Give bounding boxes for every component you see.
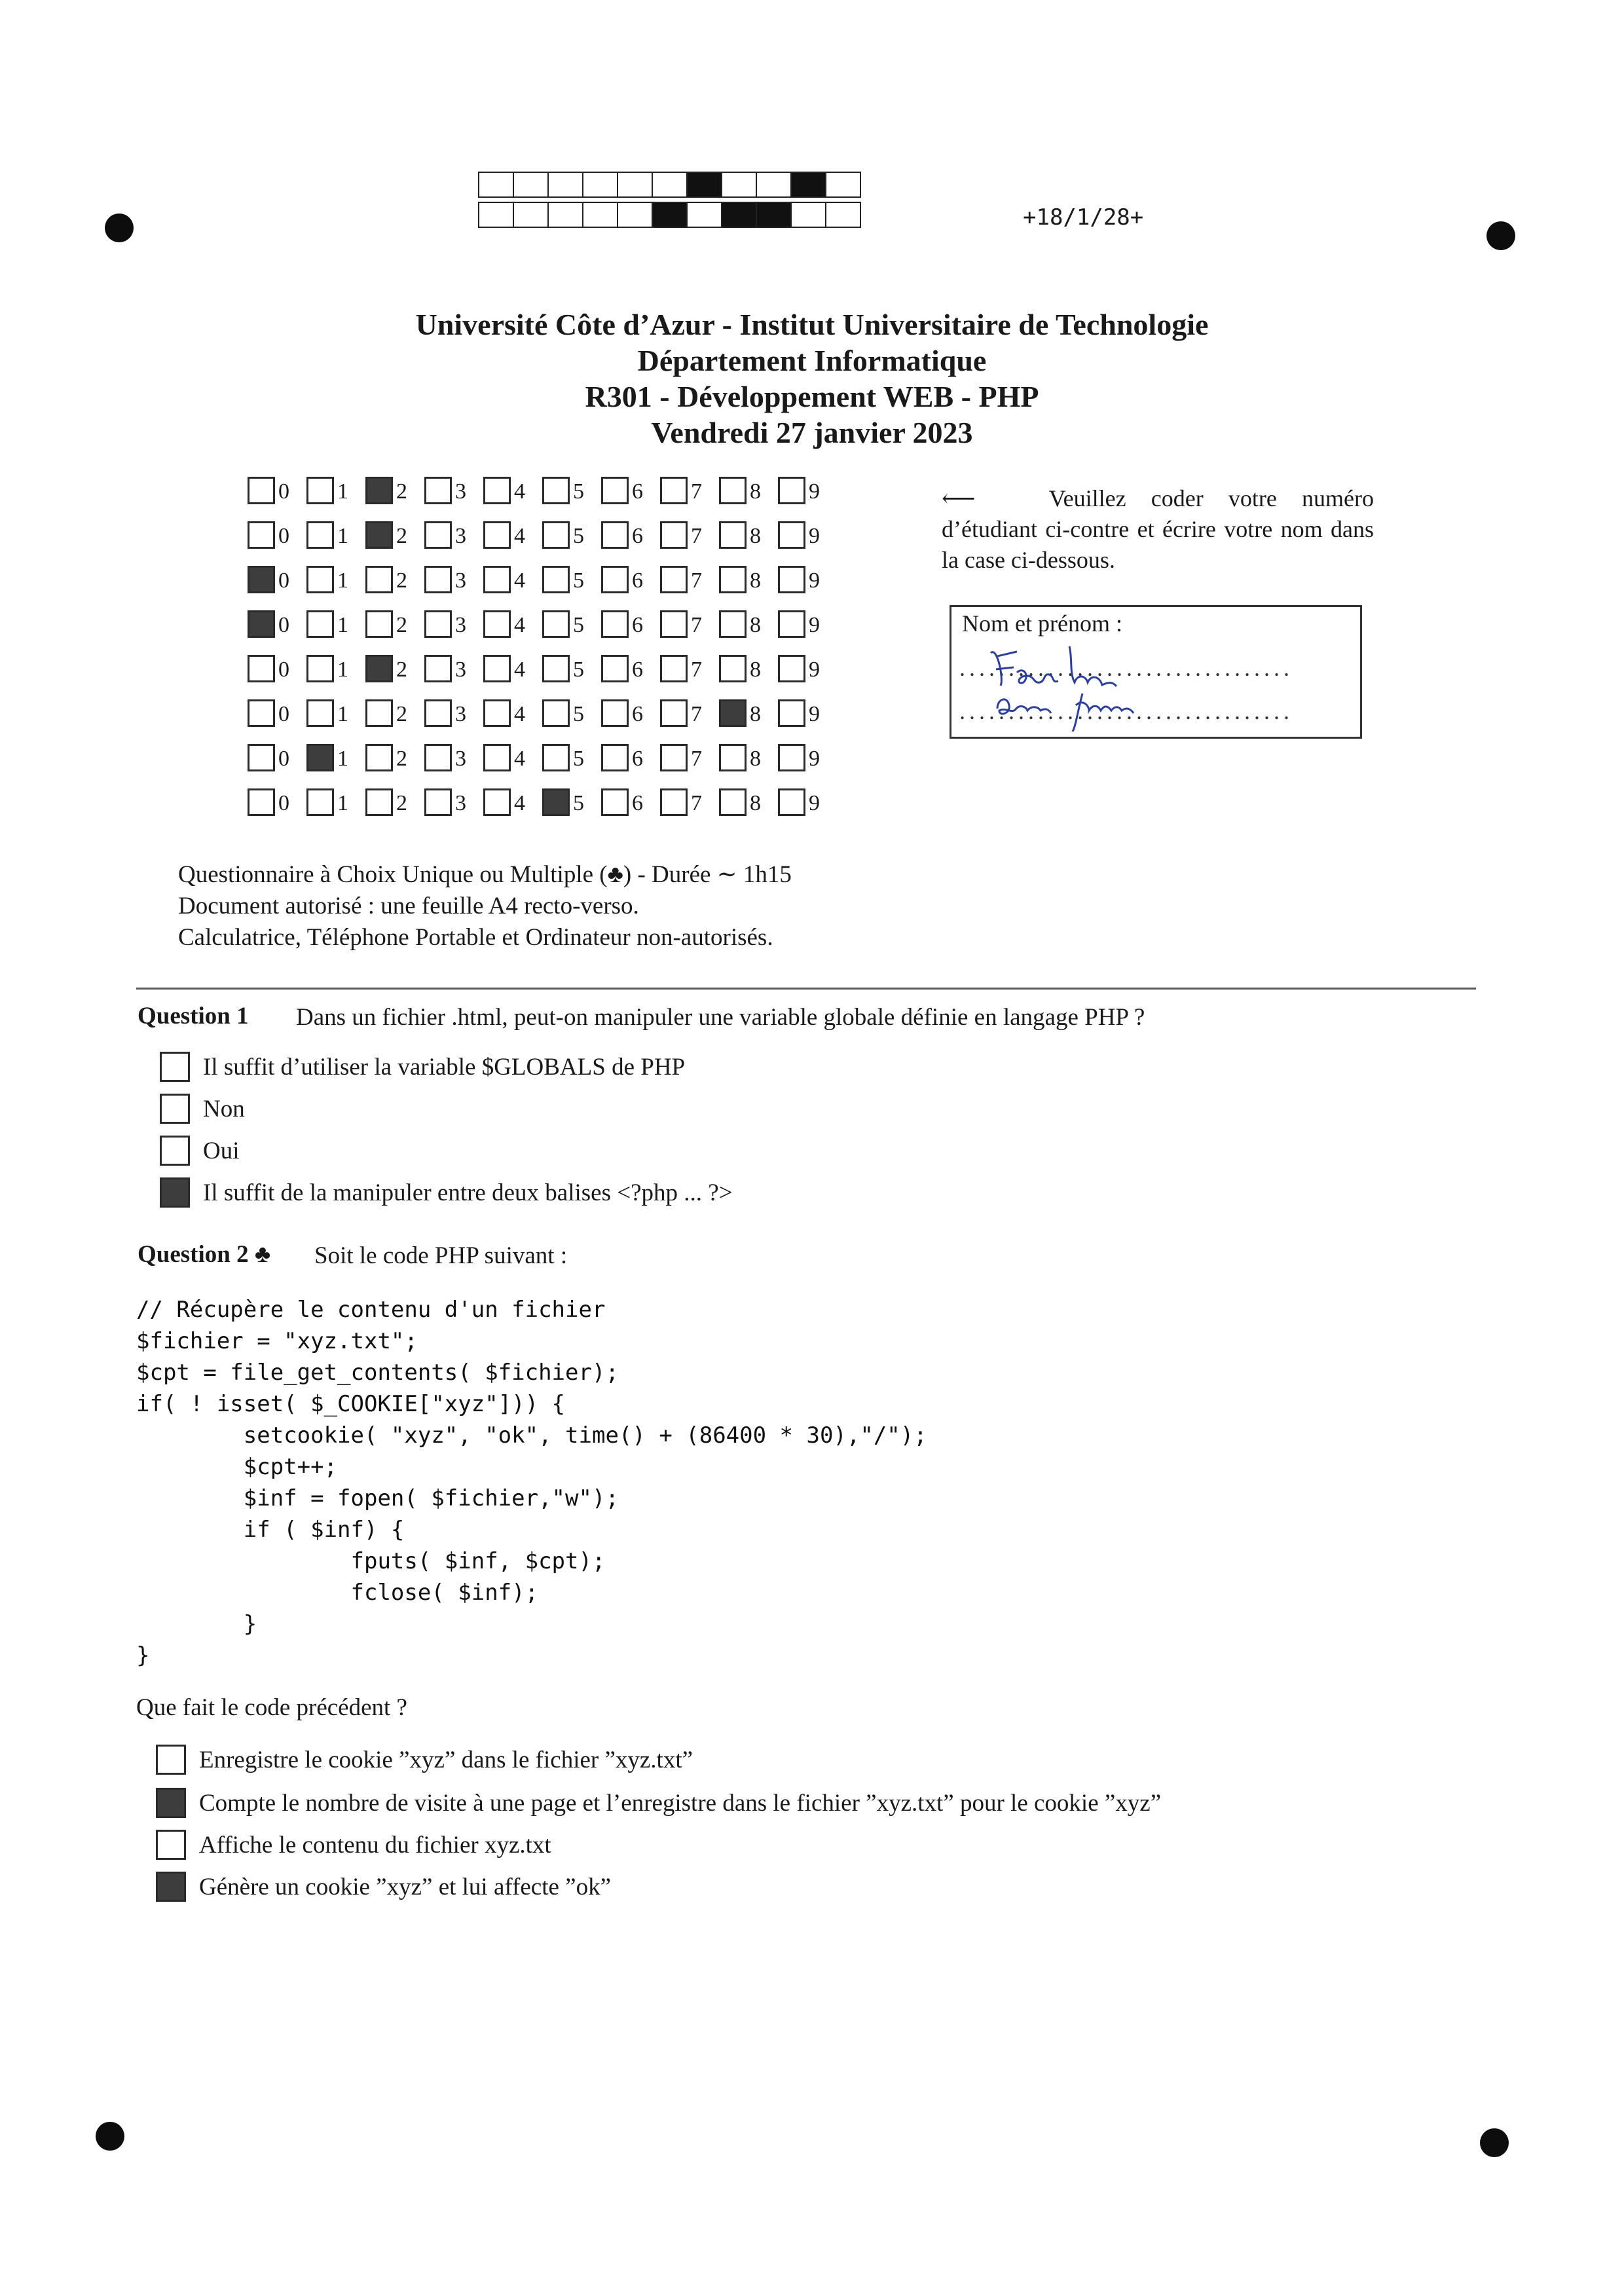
barcode-cell: [582, 172, 618, 198]
digit-label: 3: [455, 568, 466, 593]
description-line: Document autorisé : une feuille A4 recto-verso.: [178, 893, 639, 919]
registration-mark-top-right: [1486, 221, 1515, 250]
digit-label: 3: [455, 479, 466, 504]
digit-label: 7: [691, 657, 702, 682]
digit-label: 6: [632, 479, 643, 504]
digit-label: 1: [337, 613, 348, 637]
digit-checkbox[interactable]: [660, 521, 688, 549]
digit-label: 8: [750, 613, 761, 637]
digit-label: 2: [396, 613, 407, 637]
digit-checkbox[interactable]: [660, 610, 688, 638]
digit-label: 4: [514, 613, 525, 637]
digit-checkbox[interactable]: [601, 566, 629, 593]
digit-checkbox[interactable]: [483, 610, 511, 638]
digit-label: 0: [278, 568, 289, 593]
title-line: R301 - Développement WEB - PHP: [585, 380, 1039, 413]
digit-label: 6: [632, 702, 643, 726]
digit-checkbox[interactable]: [601, 788, 629, 816]
digit-label: 6: [632, 657, 643, 682]
digit-label: 3: [455, 657, 466, 682]
digit-checkbox[interactable]: [601, 744, 629, 771]
digit-label: 2: [396, 568, 407, 593]
digit-label: 8: [750, 479, 761, 504]
digit-label: 8: [750, 747, 761, 771]
barcode-cell: [617, 202, 653, 228]
digit-checkbox[interactable]: [778, 566, 805, 593]
digit-label: 4: [514, 568, 525, 593]
digit-checkbox[interactable]: [601, 655, 629, 682]
description-line: Questionnaire à Choix Unique ou Multiple (♣) - Durée ∼ 1h15: [178, 861, 792, 888]
digit-checkbox[interactable]: [660, 788, 688, 816]
name-line: ..................................: [959, 655, 1293, 681]
digit-checkbox[interactable]: [719, 521, 747, 549]
digit-label: 5: [573, 568, 584, 593]
digit-label: 2: [396, 791, 407, 815]
digit-checkbox[interactable]: [660, 566, 688, 593]
digit-label: 0: [278, 791, 289, 815]
barcode-cell: [547, 172, 583, 198]
option-checkbox[interactable]: [160, 1136, 190, 1166]
digit-checkbox[interactable]: [248, 566, 275, 593]
digit-label: 5: [573, 747, 584, 771]
digit-label: 1: [337, 747, 348, 771]
barcode-cell: [652, 202, 688, 228]
digit-label: 2: [396, 524, 407, 548]
page-code: +18/1/28+: [1023, 204, 1144, 231]
digit-label: 5: [573, 524, 584, 548]
option-checkbox[interactable]: [160, 1052, 190, 1082]
digit-label: 4: [514, 747, 525, 771]
digit-checkbox[interactable]: [483, 744, 511, 771]
title-line: Université Côte d’Azur - Institut Universitaire de Technologie: [415, 308, 1209, 341]
php-code-block: // Récupère le contenu d'un fichier $fichier = "xyz.txt"; $cpt = file_get_contents( $fichier); if( ! isset( $_COOKIE["xyz"])) { setcookie( "xyz", "ok", time() + (86400 * 30),"/"); $cpt++; $inf = fopen( $fichier,"w"); if ( $inf) { fputs( $inf, $cpt); fclose( $inf); } }: [136, 1297, 927, 1669]
digit-checkbox[interactable]: [365, 655, 393, 682]
option-checkbox[interactable]: [160, 1177, 190, 1208]
digit-label: 9: [809, 568, 820, 593]
digit-label: 3: [455, 791, 466, 815]
digit-label: 2: [396, 657, 407, 682]
option-checkbox[interactable]: [156, 1872, 186, 1902]
digit-checkbox[interactable]: [306, 477, 334, 504]
digit-checkbox[interactable]: [542, 655, 570, 682]
digit-checkbox[interactable]: [542, 566, 570, 593]
digit-checkbox[interactable]: [483, 477, 511, 504]
digit-checkbox[interactable]: [719, 744, 747, 771]
digit-label: 6: [632, 524, 643, 548]
exam-description: [178, 859, 792, 954]
question-2-prompt: Que fait le code précédent ?: [136, 1694, 407, 1721]
digit-checkbox[interactable]: [306, 521, 334, 549]
digit-label: 9: [809, 702, 820, 726]
digit-label: 0: [278, 524, 289, 548]
digit-checkbox[interactable]: [660, 655, 688, 682]
digit-label: 7: [691, 747, 702, 771]
barcode-cell: [825, 202, 861, 228]
title-line: Département Informatique: [637, 344, 987, 377]
digit-checkbox[interactable]: [601, 610, 629, 638]
digit-checkbox[interactable]: [719, 477, 747, 504]
option-label: Affiche le contenu du fichier xyz.txt: [199, 1832, 551, 1859]
question-2-text: Soit le code PHP suivant :: [314, 1242, 568, 1269]
digit-label: 3: [455, 702, 466, 726]
digit-checkbox[interactable]: [778, 655, 805, 682]
digit-checkbox[interactable]: [778, 610, 805, 638]
option-label: Enregistre le cookie ”xyz” dans le fichier ”xyz.txt”: [199, 1747, 693, 1773]
digit-checkbox[interactable]: [424, 610, 452, 638]
digit-label: 9: [809, 479, 820, 504]
digit-checkbox[interactable]: [719, 699, 747, 727]
digit-label: 1: [337, 479, 348, 504]
digit-checkbox[interactable]: [483, 699, 511, 727]
exam-title: [0, 306, 1624, 451]
digit-label: 9: [809, 613, 820, 637]
digit-checkbox[interactable]: [365, 699, 393, 727]
digit-checkbox[interactable]: [248, 655, 275, 682]
digit-checkbox[interactable]: [719, 610, 747, 638]
digit-checkbox[interactable]: [424, 655, 452, 682]
digit-label: 2: [396, 747, 407, 771]
digit-checkbox[interactable]: [248, 521, 275, 549]
digit-checkbox[interactable]: [542, 521, 570, 549]
digit-label: 7: [691, 702, 702, 726]
digit-label: 1: [337, 702, 348, 726]
barcode-cell: [478, 202, 514, 228]
left-arrow-icon: ⟵: [942, 485, 976, 511]
section-divider: [136, 988, 1476, 990]
digit-label: 1: [337, 568, 348, 593]
digit-checkbox[interactable]: [365, 477, 393, 504]
digit-checkbox[interactable]: [542, 477, 570, 504]
digit-checkbox[interactable]: [248, 744, 275, 771]
digit-checkbox[interactable]: [365, 788, 393, 816]
digit-checkbox[interactable]: [542, 744, 570, 771]
digit-label: 0: [278, 613, 289, 637]
digit-label: 0: [278, 479, 289, 504]
description-line: Calculatrice, Téléphone Portable et Ordinateur non-autorisés.: [178, 924, 773, 951]
digit-label: 5: [573, 702, 584, 726]
registration-mark-bottom-right: [1480, 2128, 1509, 2157]
barcode-cell: [721, 172, 757, 198]
digit-checkbox[interactable]: [660, 744, 688, 771]
option-label: Compte le nombre de visite à une page et l’enregistre dans le fichier ”xyz.txt” pour le cookie ”xyz”: [199, 1790, 1162, 1817]
digit-label: 7: [691, 791, 702, 815]
handwritten-name-signature: [978, 633, 1187, 731]
digit-label: 4: [514, 524, 525, 548]
digit-checkbox[interactable]: [778, 477, 805, 504]
digit-label: 7: [691, 479, 702, 504]
option-checkbox[interactable]: [156, 1745, 186, 1775]
barcode-cell: [686, 172, 722, 198]
digit-checkbox[interactable]: [483, 521, 511, 549]
id-instructions: [942, 483, 1374, 576]
question-2-title: Question 2 ♣: [138, 1241, 271, 1268]
digit-checkbox[interactable]: [778, 699, 805, 727]
digit-label: 0: [278, 747, 289, 771]
digit-label: 4: [514, 791, 525, 815]
digit-label: 9: [809, 524, 820, 548]
digit-label: 5: [573, 791, 584, 815]
barcode-cell: [547, 202, 583, 228]
barcode-cell: [686, 202, 722, 228]
digit-label: 6: [632, 791, 643, 815]
digit-label: 6: [632, 568, 643, 593]
digit-label: 4: [514, 657, 525, 682]
barcode-cell: [582, 202, 618, 228]
digit-label: 4: [514, 479, 525, 504]
option-checkbox[interactable]: [160, 1094, 190, 1124]
registration-mark-bottom-left: [96, 2122, 124, 2151]
digit-label: 5: [573, 613, 584, 637]
digit-checkbox[interactable]: [248, 610, 275, 638]
digit-checkbox[interactable]: [601, 699, 629, 727]
question-1-title: Question 1: [138, 1003, 249, 1029]
barcode-cell: [721, 202, 757, 228]
digit-label: 8: [750, 702, 761, 726]
barcode-cell: [513, 202, 549, 228]
digit-checkbox[interactable]: [306, 699, 334, 727]
digit-checkbox[interactable]: [248, 477, 275, 504]
digit-label: 1: [337, 524, 348, 548]
digit-label: 1: [337, 657, 348, 682]
digit-label: 8: [750, 568, 761, 593]
digit-checkbox[interactable]: [248, 699, 275, 727]
digit-checkbox[interactable]: [778, 521, 805, 549]
digit-checkbox[interactable]: [483, 655, 511, 682]
digit-checkbox[interactable]: [542, 788, 570, 816]
digit-checkbox[interactable]: [365, 566, 393, 593]
digit-label: 7: [691, 613, 702, 637]
digit-checkbox[interactable]: [306, 788, 334, 816]
digit-label: 6: [632, 747, 643, 771]
digit-label: 2: [396, 702, 407, 726]
digit-checkbox[interactable]: [424, 566, 452, 593]
option-label: Il suffit de la manipuler entre deux balises <?php ... ?>: [203, 1179, 733, 1206]
digit-label: 3: [455, 613, 466, 637]
digit-label: 3: [455, 524, 466, 548]
digit-checkbox[interactable]: [248, 788, 275, 816]
digit-checkbox[interactable]: [424, 788, 452, 816]
name-box-label: Nom et prénom :: [962, 610, 1122, 637]
digit-checkbox[interactable]: [483, 566, 511, 593]
barcode-row-2: [478, 202, 860, 228]
barcode-cell: [756, 202, 792, 228]
option-label: Génère un cookie ”xyz” et lui affecte ”ok”: [199, 1874, 611, 1900]
digit-checkbox[interactable]: [424, 521, 452, 549]
digit-checkbox[interactable]: [424, 744, 452, 771]
question-1-text: Dans un fichier .html, peut-on manipuler une variable globale définie en langage PHP ?: [296, 1004, 1145, 1031]
digit-checkbox[interactable]: [719, 566, 747, 593]
option-label: Non: [203, 1096, 245, 1122]
barcode-cell: [513, 172, 549, 198]
digit-checkbox[interactable]: [365, 521, 393, 549]
title-line: Vendredi 27 janvier 2023: [651, 416, 973, 449]
digit-checkbox[interactable]: [306, 610, 334, 638]
digit-checkbox[interactable]: [601, 521, 629, 549]
digit-checkbox[interactable]: [778, 788, 805, 816]
barcode-cell: [825, 172, 861, 198]
barcode-row-1: [478, 172, 860, 198]
barcode-cell: [617, 172, 653, 198]
digit-checkbox[interactable]: [306, 744, 334, 771]
digit-label: 4: [514, 702, 525, 726]
digit-label: 7: [691, 524, 702, 548]
digit-checkbox[interactable]: [365, 744, 393, 771]
digit-label: 8: [750, 524, 761, 548]
digit-label: 3: [455, 747, 466, 771]
barcode-cell: [478, 172, 514, 198]
digit-checkbox[interactable]: [365, 610, 393, 638]
digit-label: 0: [278, 702, 289, 726]
barcode-cell: [756, 172, 792, 198]
digit-label: 8: [750, 657, 761, 682]
digit-checkbox[interactable]: [660, 699, 688, 727]
barcode-cell: [790, 202, 826, 228]
digit-label: 9: [809, 747, 820, 771]
digit-checkbox[interactable]: [719, 655, 747, 682]
digit-label: 1: [337, 791, 348, 815]
digit-label: 6: [632, 613, 643, 637]
digit-checkbox[interactable]: [424, 699, 452, 727]
digit-checkbox[interactable]: [483, 788, 511, 816]
digit-checkbox[interactable]: [306, 655, 334, 682]
digit-checkbox[interactable]: [601, 477, 629, 504]
digit-checkbox[interactable]: [719, 788, 747, 816]
digit-label: 5: [573, 479, 584, 504]
digit-checkbox[interactable]: [542, 699, 570, 727]
digit-label: 0: [278, 657, 289, 682]
option-checkbox[interactable]: [156, 1788, 186, 1818]
digit-label: 9: [809, 791, 820, 815]
digit-label: 2: [396, 479, 407, 504]
option-label: Il suffit d’utiliser la variable $GLOBALS de PHP: [203, 1054, 686, 1081]
instructions-text: Veuillez coder votre numéro d’étudiant ci-contre et écrire votre nom dans la case ci-dessous.: [942, 485, 1374, 573]
barcode-cell: [790, 172, 826, 198]
digit-checkbox[interactable]: [778, 744, 805, 771]
digit-label: 9: [809, 657, 820, 682]
digit-label: 7: [691, 568, 702, 593]
first-name-line: ..................................: [959, 698, 1293, 724]
digit-label: 5: [573, 657, 584, 682]
digit-checkbox[interactable]: [424, 477, 452, 504]
option-label: Oui: [203, 1138, 240, 1164]
name-box[interactable]: [950, 605, 1362, 739]
option-checkbox[interactable]: [156, 1830, 186, 1860]
digit-checkbox[interactable]: [542, 610, 570, 638]
digit-checkbox[interactable]: [306, 566, 334, 593]
digit-checkbox[interactable]: [660, 477, 688, 504]
registration-mark-top-left: [105, 213, 134, 242]
barcode-cell: [652, 172, 688, 198]
digit-label: 8: [750, 791, 761, 815]
